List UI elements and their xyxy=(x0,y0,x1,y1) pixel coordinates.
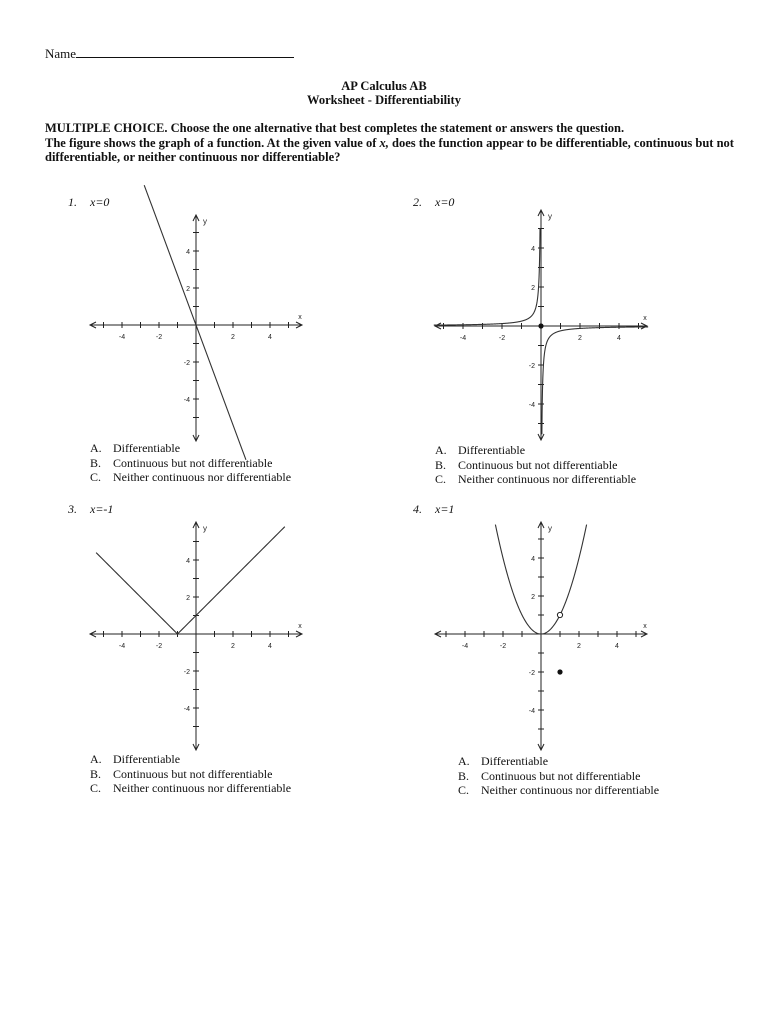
y-axis-label: y xyxy=(548,524,552,533)
y-axis-label: y xyxy=(203,524,207,533)
choice-a[interactable] xyxy=(435,443,636,458)
y-tick-label: -4 xyxy=(183,397,190,404)
problem-1-choices xyxy=(90,441,291,485)
choice-b[interactable] xyxy=(90,767,291,782)
y-tick-label: -2 xyxy=(528,363,535,370)
x-axis-label: x xyxy=(643,315,647,322)
y-axis-label: y xyxy=(203,217,207,226)
choice-letter: A. xyxy=(458,754,470,768)
y-tick-label: 2 xyxy=(186,595,190,602)
choice-a[interactable] xyxy=(458,754,659,769)
choice-text: Continuous but not differentiable xyxy=(458,457,618,472)
choice-letter: A. xyxy=(90,752,102,766)
choice-text: Differentiable xyxy=(481,754,549,768)
x-tick-label: 2 xyxy=(577,643,581,650)
choice-b[interactable] xyxy=(90,456,291,471)
x-tick-label: 4 xyxy=(617,335,621,342)
x-tick-label: -2 xyxy=(498,335,506,342)
x-tick-label: -2 xyxy=(155,334,163,341)
choice-c[interactable] xyxy=(435,472,636,487)
x-tick-label: 4 xyxy=(268,334,272,341)
choice-letter: B. xyxy=(90,766,102,781)
y-axis-label: y xyxy=(548,212,552,221)
closed-point xyxy=(557,669,562,674)
choice-letter: B. xyxy=(435,457,447,472)
worksheet-subtitle: Worksheet - Differentiability xyxy=(307,93,461,107)
instructions-text-b: does the function appear to be differentiable, continuous but not differentiable, or neither continuous nor differentiable? xyxy=(45,135,734,164)
choice-letter: B. xyxy=(458,768,470,783)
function-curve-right xyxy=(561,525,586,613)
problem-4-choices xyxy=(458,754,659,798)
problem-2-graph xyxy=(433,208,653,443)
x-tick-label: 2 xyxy=(578,335,582,342)
function-curve-left-branch xyxy=(434,229,540,326)
instructions xyxy=(45,121,735,165)
y-tick-label: -4 xyxy=(528,402,535,409)
choice-a[interactable] xyxy=(90,441,291,456)
instructions-line-2 xyxy=(45,136,735,165)
problem-1-graph xyxy=(88,213,308,443)
y-tick-label: 4 xyxy=(186,558,190,565)
instructions-variable: x, xyxy=(379,135,389,150)
y-tick-label: -2 xyxy=(183,669,190,676)
choice-b[interactable] xyxy=(458,769,659,784)
problem-1-label xyxy=(68,195,109,210)
problem-4-graph xyxy=(433,518,653,753)
x-tick-label: -4 xyxy=(461,643,469,650)
x-tick-label: -2 xyxy=(499,643,507,650)
choice-b[interactable] xyxy=(435,458,636,473)
problem-number: 4. xyxy=(413,502,422,516)
choice-letter: C. xyxy=(90,781,102,795)
choice-text: Continuous but not differentiable xyxy=(113,766,273,781)
y-tick-label: 4 xyxy=(531,246,535,253)
problem-condition: x=-1 xyxy=(90,502,114,516)
x-axis-label: x xyxy=(643,623,647,630)
x-tick-label: -4 xyxy=(459,335,467,342)
x-tick-label: -4 xyxy=(118,643,126,650)
problem-condition: x=0 xyxy=(435,195,455,209)
instructions-text-a: The figure shows the graph of a function. At the given value of xyxy=(45,135,380,150)
choice-text: Differentiable xyxy=(113,441,181,455)
problem-condition: x=0 xyxy=(90,195,110,209)
x-tick-label: 4 xyxy=(615,643,619,650)
function-curve-right-branch xyxy=(542,327,648,434)
problem-3-graph xyxy=(88,518,308,753)
choice-letter: B. xyxy=(90,455,102,470)
choice-letter: A. xyxy=(435,443,447,457)
x-tick-label: -2 xyxy=(155,643,163,650)
instructions-line-1: MULTIPLE CHOICE. Choose the one alternative that best completes the statement or answers the question. xyxy=(45,121,625,135)
worksheet-title xyxy=(0,79,768,107)
open-point xyxy=(557,612,562,617)
y-tick-label: 2 xyxy=(531,594,535,601)
y-tick-label: 2 xyxy=(186,286,190,293)
problem-2-choices xyxy=(435,443,636,487)
problem-number: 3. xyxy=(68,502,77,516)
choice-letter: A. xyxy=(90,441,102,455)
name-blank-line[interactable] xyxy=(76,45,294,58)
problem-number: 2. xyxy=(413,195,422,209)
choice-c[interactable] xyxy=(458,783,659,798)
y-tick-label: 4 xyxy=(186,249,190,256)
choice-text: Neither continuous nor differentiable xyxy=(113,781,292,795)
y-tick-label: -2 xyxy=(183,360,190,367)
choice-text: Neither continuous nor differentiable xyxy=(458,472,637,486)
y-tick-label: -4 xyxy=(183,706,190,713)
choice-text: Neither continuous nor differentiable xyxy=(481,783,660,797)
problem-condition: x=1 xyxy=(435,502,455,516)
x-tick-label: -4 xyxy=(118,334,126,341)
problem-number: 1. xyxy=(68,195,77,209)
x-tick-label: 4 xyxy=(268,643,272,650)
x-tick-label: 2 xyxy=(231,334,235,341)
x-tick-label: 2 xyxy=(231,643,235,650)
choice-text: Continuous but not differentiable xyxy=(113,455,273,470)
choice-c[interactable] xyxy=(90,470,291,485)
name-field[interactable] xyxy=(45,45,294,62)
name-label: Name xyxy=(45,46,77,61)
choice-text: Differentiable xyxy=(458,443,526,457)
y-tick-label: 4 xyxy=(531,556,535,563)
closed-point xyxy=(538,323,543,328)
problem-3-choices xyxy=(90,752,291,796)
course-title: AP Calculus AB xyxy=(341,79,427,93)
function-curve-left xyxy=(495,525,558,634)
choice-text: Differentiable xyxy=(113,752,181,766)
x-axis-label: x xyxy=(298,623,302,630)
problem-4-label xyxy=(413,502,454,517)
y-tick-label: 2 xyxy=(531,285,535,292)
y-tick-label: -2 xyxy=(528,670,535,677)
choice-a[interactable] xyxy=(90,752,291,767)
y-tick-label: -4 xyxy=(528,708,535,715)
problem-3-label xyxy=(68,502,113,517)
choice-letter: C. xyxy=(458,783,470,797)
choice-letter: C. xyxy=(435,472,447,486)
choice-text: Continuous but not differentiable xyxy=(481,768,641,783)
choice-text: Neither continuous nor differentiable xyxy=(113,470,292,484)
x-axis-label: x xyxy=(298,314,302,321)
function-curve xyxy=(96,527,285,634)
choice-c[interactable] xyxy=(90,781,291,796)
choice-letter: C. xyxy=(90,470,102,484)
